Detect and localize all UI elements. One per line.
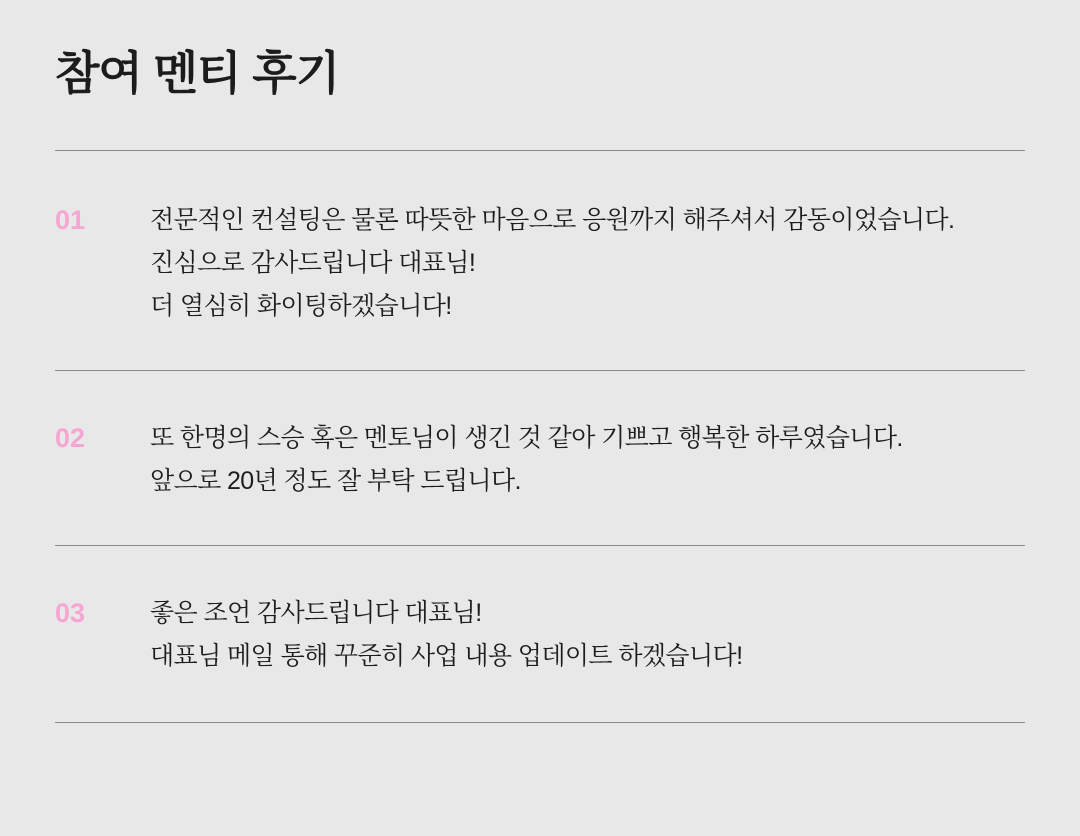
review-number: 01 (55, 204, 86, 235)
review-text (150, 592, 1025, 678)
list-item (55, 151, 1025, 370)
review-number: 03 (55, 597, 86, 628)
page-title: 참여 멘티 후기 (55, 47, 340, 99)
review-line: 전문적인 컨설팅은 물론 따뜻한 마음으로 응원까지 해주셔서 감동이었습니다. (150, 205, 955, 234)
review-list (55, 151, 1025, 723)
review-line: 좋은 조언 감사드립니다 대표님! (150, 598, 482, 627)
list-item (55, 546, 1025, 722)
review-text (150, 417, 1025, 503)
review-number: 02 (55, 422, 86, 453)
review-line: 앞으로 20년 정도 잘 부탁 드립니다. (150, 466, 521, 495)
review-line: 진심으로 감사드립니다 대표님! (150, 248, 476, 277)
list-item (55, 371, 1025, 545)
review-text (150, 199, 1025, 328)
review-line: 대표님 메일 통해 꾸준히 사업 내용 업데이트 하겠습니다! (150, 641, 743, 670)
review-line: 더 열심히 화이팅하겠습니다! (150, 291, 452, 320)
divider-after-review-3 (55, 722, 1025, 723)
review-line: 또 한명의 스승 혹은 멘토님이 생긴 것 같아 기쁘고 행복한 하루였습니다. (150, 423, 903, 452)
